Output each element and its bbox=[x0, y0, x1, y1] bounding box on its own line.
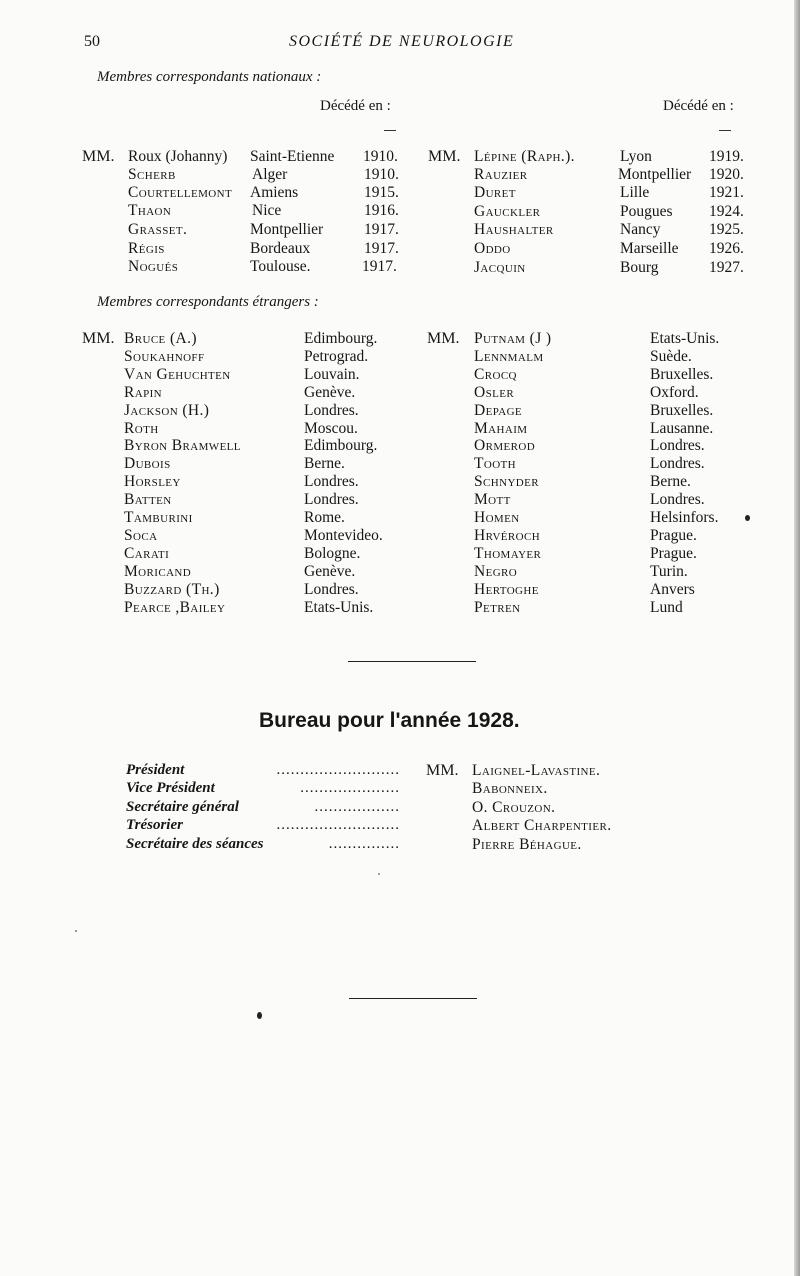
member-name: Pearce ,Bailey bbox=[124, 598, 226, 616]
member-city: Alger bbox=[252, 166, 288, 183]
member-name: Roth bbox=[124, 419, 159, 437]
member-city: Toulouse. bbox=[250, 258, 311, 275]
member-year: 1915. bbox=[364, 184, 399, 201]
dash-left bbox=[384, 130, 396, 131]
member-city: Montevideo. bbox=[304, 526, 383, 544]
member-name: Roux (Johanny) bbox=[128, 148, 228, 165]
member-name: Bruce (A.) bbox=[124, 330, 197, 347]
member-city: Prague. bbox=[650, 526, 697, 544]
member-name: Putnam (J ) bbox=[474, 330, 552, 347]
member-year: 1925. bbox=[709, 221, 744, 238]
member-name: Tamburini bbox=[124, 509, 193, 526]
member-city: Londres. bbox=[650, 491, 705, 509]
bureau-role: Trésorier bbox=[126, 817, 183, 834]
page-edge-shadow bbox=[794, 0, 800, 1276]
page-number: 50 bbox=[84, 33, 100, 50]
ink-speck bbox=[378, 873, 380, 875]
member-city: Montpellier bbox=[250, 221, 324, 238]
member-year: 1921. bbox=[709, 184, 744, 201]
member-name: Depage bbox=[474, 401, 523, 419]
member-city: Etats-Unis. bbox=[650, 330, 720, 347]
member-city: Londres. bbox=[304, 401, 359, 419]
member-name: Lépine (Raph.). bbox=[474, 148, 575, 165]
member-name: Jacquin bbox=[474, 259, 526, 276]
member-name: Osler bbox=[474, 383, 515, 401]
running-title: SOCIÉTÉ DE NEUROLOGIE bbox=[289, 33, 515, 50]
member-name: Hrvéroch bbox=[474, 526, 541, 544]
member-city: Lille bbox=[620, 184, 650, 201]
member-name: Buzzard (Th.) bbox=[124, 580, 220, 598]
member-city: Anvers bbox=[650, 580, 695, 598]
member-city: Genève. bbox=[304, 562, 356, 580]
member-city: Berne. bbox=[650, 473, 691, 491]
bureau-holder: Laignel-Lavastine. bbox=[472, 762, 601, 779]
member-city: Helsinfors. bbox=[650, 509, 719, 526]
member-city: Marseille bbox=[620, 240, 679, 257]
member-name: Byron Bramwell bbox=[124, 437, 241, 455]
bureau-holder: Babonneix. bbox=[472, 780, 548, 798]
bureau-role: Vice Président bbox=[126, 780, 215, 797]
member-city: Prague. bbox=[650, 544, 697, 562]
bureau-holder: O. Crouzon. bbox=[472, 798, 556, 816]
deceased-label-right: Décédé en : bbox=[663, 98, 734, 114]
member-name: Jackson (H.) bbox=[124, 401, 210, 419]
member-city: Montpellier bbox=[618, 166, 692, 183]
member-name: Negro bbox=[474, 562, 518, 580]
member-city: Londres. bbox=[650, 437, 705, 455]
member-city: Bruxelles. bbox=[650, 401, 714, 419]
member-city: Petrograd. bbox=[304, 347, 369, 365]
member-city: Louvain. bbox=[304, 365, 360, 383]
member-name: Mott bbox=[474, 491, 511, 509]
leader-dots: ............... bbox=[328, 835, 400, 852]
member-name: Courtellemont bbox=[128, 184, 233, 201]
leader-dots: .................. bbox=[314, 798, 400, 815]
dash-right bbox=[719, 130, 731, 131]
etrangers-heading: Membres correspondants étrangers : bbox=[97, 294, 319, 310]
bureau-role: Secrétaire général bbox=[126, 798, 239, 815]
member-city: Lyon bbox=[620, 148, 652, 165]
mm-etrangers-left: MM. bbox=[82, 330, 115, 347]
member-city: Bologne. bbox=[304, 544, 361, 562]
member-city: Turin. bbox=[650, 562, 688, 580]
bureau-role: Président bbox=[126, 762, 185, 778]
member-name: Lennmalm bbox=[474, 347, 544, 365]
closing-rule bbox=[349, 998, 477, 999]
member-name: Duret bbox=[474, 184, 516, 201]
member-year: 1927. bbox=[709, 259, 744, 276]
member-city: Genève. bbox=[304, 383, 356, 401]
member-name: Schnyder bbox=[474, 473, 539, 491]
member-city: Edimbourg. bbox=[304, 437, 378, 455]
member-city: Londres. bbox=[650, 455, 705, 473]
member-year: 1916. bbox=[364, 202, 399, 219]
member-name: Rauzier bbox=[474, 166, 528, 183]
ink-speck bbox=[75, 930, 77, 932]
mm-nationaux-right: MM. bbox=[428, 148, 461, 165]
member-name: Dubois bbox=[124, 455, 171, 473]
member-name: Grasset. bbox=[128, 221, 188, 238]
member-year: 1919. bbox=[709, 148, 744, 165]
member-city: Berne. bbox=[304, 455, 345, 473]
leader-dots: ..................... bbox=[300, 780, 400, 797]
member-name: Petren bbox=[474, 598, 521, 616]
member-city: Londres. bbox=[304, 473, 359, 491]
member-name: Moricand bbox=[124, 562, 192, 580]
mm-bureau: MM. bbox=[426, 762, 459, 779]
member-name: Crocq bbox=[474, 365, 517, 383]
bureau-role: Secrétaire des séances bbox=[126, 835, 264, 852]
member-name: Haushalter bbox=[474, 221, 554, 238]
member-year: 1910. bbox=[363, 148, 398, 165]
member-name: Ormerod bbox=[474, 437, 536, 455]
bureau-holder: Albert Charpentier. bbox=[472, 817, 612, 835]
member-name: Soukahnoff bbox=[124, 347, 205, 365]
member-city: Etats-Unis. bbox=[304, 598, 374, 616]
member-name: Oddo bbox=[474, 240, 511, 257]
member-name: Homen bbox=[474, 509, 520, 526]
member-city: Lausanne. bbox=[650, 419, 714, 437]
member-name: Mahaim bbox=[474, 419, 528, 437]
nationaux-heading: Membres correspondants nationaux : bbox=[97, 69, 322, 85]
leader-dots: .......................... bbox=[276, 762, 400, 778]
member-name: Carati bbox=[124, 544, 170, 562]
member-name: Nogués bbox=[128, 258, 179, 275]
ink-speck bbox=[745, 515, 750, 521]
member-year: 1924. bbox=[709, 203, 744, 220]
member-city: Nancy bbox=[620, 221, 661, 238]
member-city: Moscou. bbox=[304, 419, 358, 437]
member-city: Amiens bbox=[250, 184, 299, 201]
member-year: 1926. bbox=[709, 240, 744, 257]
mm-nationaux-left: MM. bbox=[82, 148, 115, 165]
member-name: Hertoghe bbox=[474, 580, 539, 598]
member-city: Bruxelles. bbox=[650, 365, 714, 383]
member-name: Thaon bbox=[128, 202, 172, 219]
member-city: Edimbourg. bbox=[304, 330, 378, 347]
member-city: Bordeaux bbox=[250, 240, 311, 257]
member-city: Londres. bbox=[304, 580, 359, 598]
member-city: Nice bbox=[252, 202, 282, 219]
member-year: 1917. bbox=[364, 240, 399, 257]
deceased-label-left: Décédé en : bbox=[320, 98, 391, 114]
mm-etrangers-right: MM. bbox=[427, 330, 460, 347]
member-city: Pougues bbox=[620, 203, 673, 220]
member-city: Lund bbox=[650, 598, 683, 616]
member-year: 1910. bbox=[364, 166, 399, 183]
bureau-title: Bureau pour l'année 1928. bbox=[259, 709, 520, 732]
member-city: Bourg bbox=[620, 259, 659, 276]
section-divider bbox=[348, 661, 476, 662]
member-city: Suède. bbox=[650, 347, 692, 365]
member-city: Londres. bbox=[304, 491, 359, 509]
member-name: Gauckler bbox=[474, 203, 541, 220]
member-year: 1917. bbox=[362, 258, 397, 275]
member-name: Régis bbox=[128, 240, 165, 257]
leader-dots: .......................... bbox=[276, 817, 400, 834]
member-name: Rapin bbox=[124, 383, 163, 401]
member-name: Batten bbox=[124, 491, 172, 509]
member-name: Soca bbox=[124, 526, 158, 544]
member-city: Rome. bbox=[304, 509, 345, 526]
member-name: Thomayer bbox=[474, 544, 542, 562]
member-name: Scherb bbox=[128, 166, 176, 183]
member-name: Tooth bbox=[474, 455, 517, 473]
member-year: 1917. bbox=[364, 221, 399, 238]
member-city: Saint-Etienne bbox=[250, 148, 335, 165]
member-name: Van Gehuchten bbox=[124, 365, 231, 383]
member-year: 1920. bbox=[709, 166, 744, 183]
ink-speck bbox=[257, 1012, 262, 1019]
member-name: Horsley bbox=[124, 473, 181, 491]
bureau-holder: Pierre Béhague. bbox=[472, 835, 582, 853]
member-city: Oxford. bbox=[650, 383, 699, 401]
